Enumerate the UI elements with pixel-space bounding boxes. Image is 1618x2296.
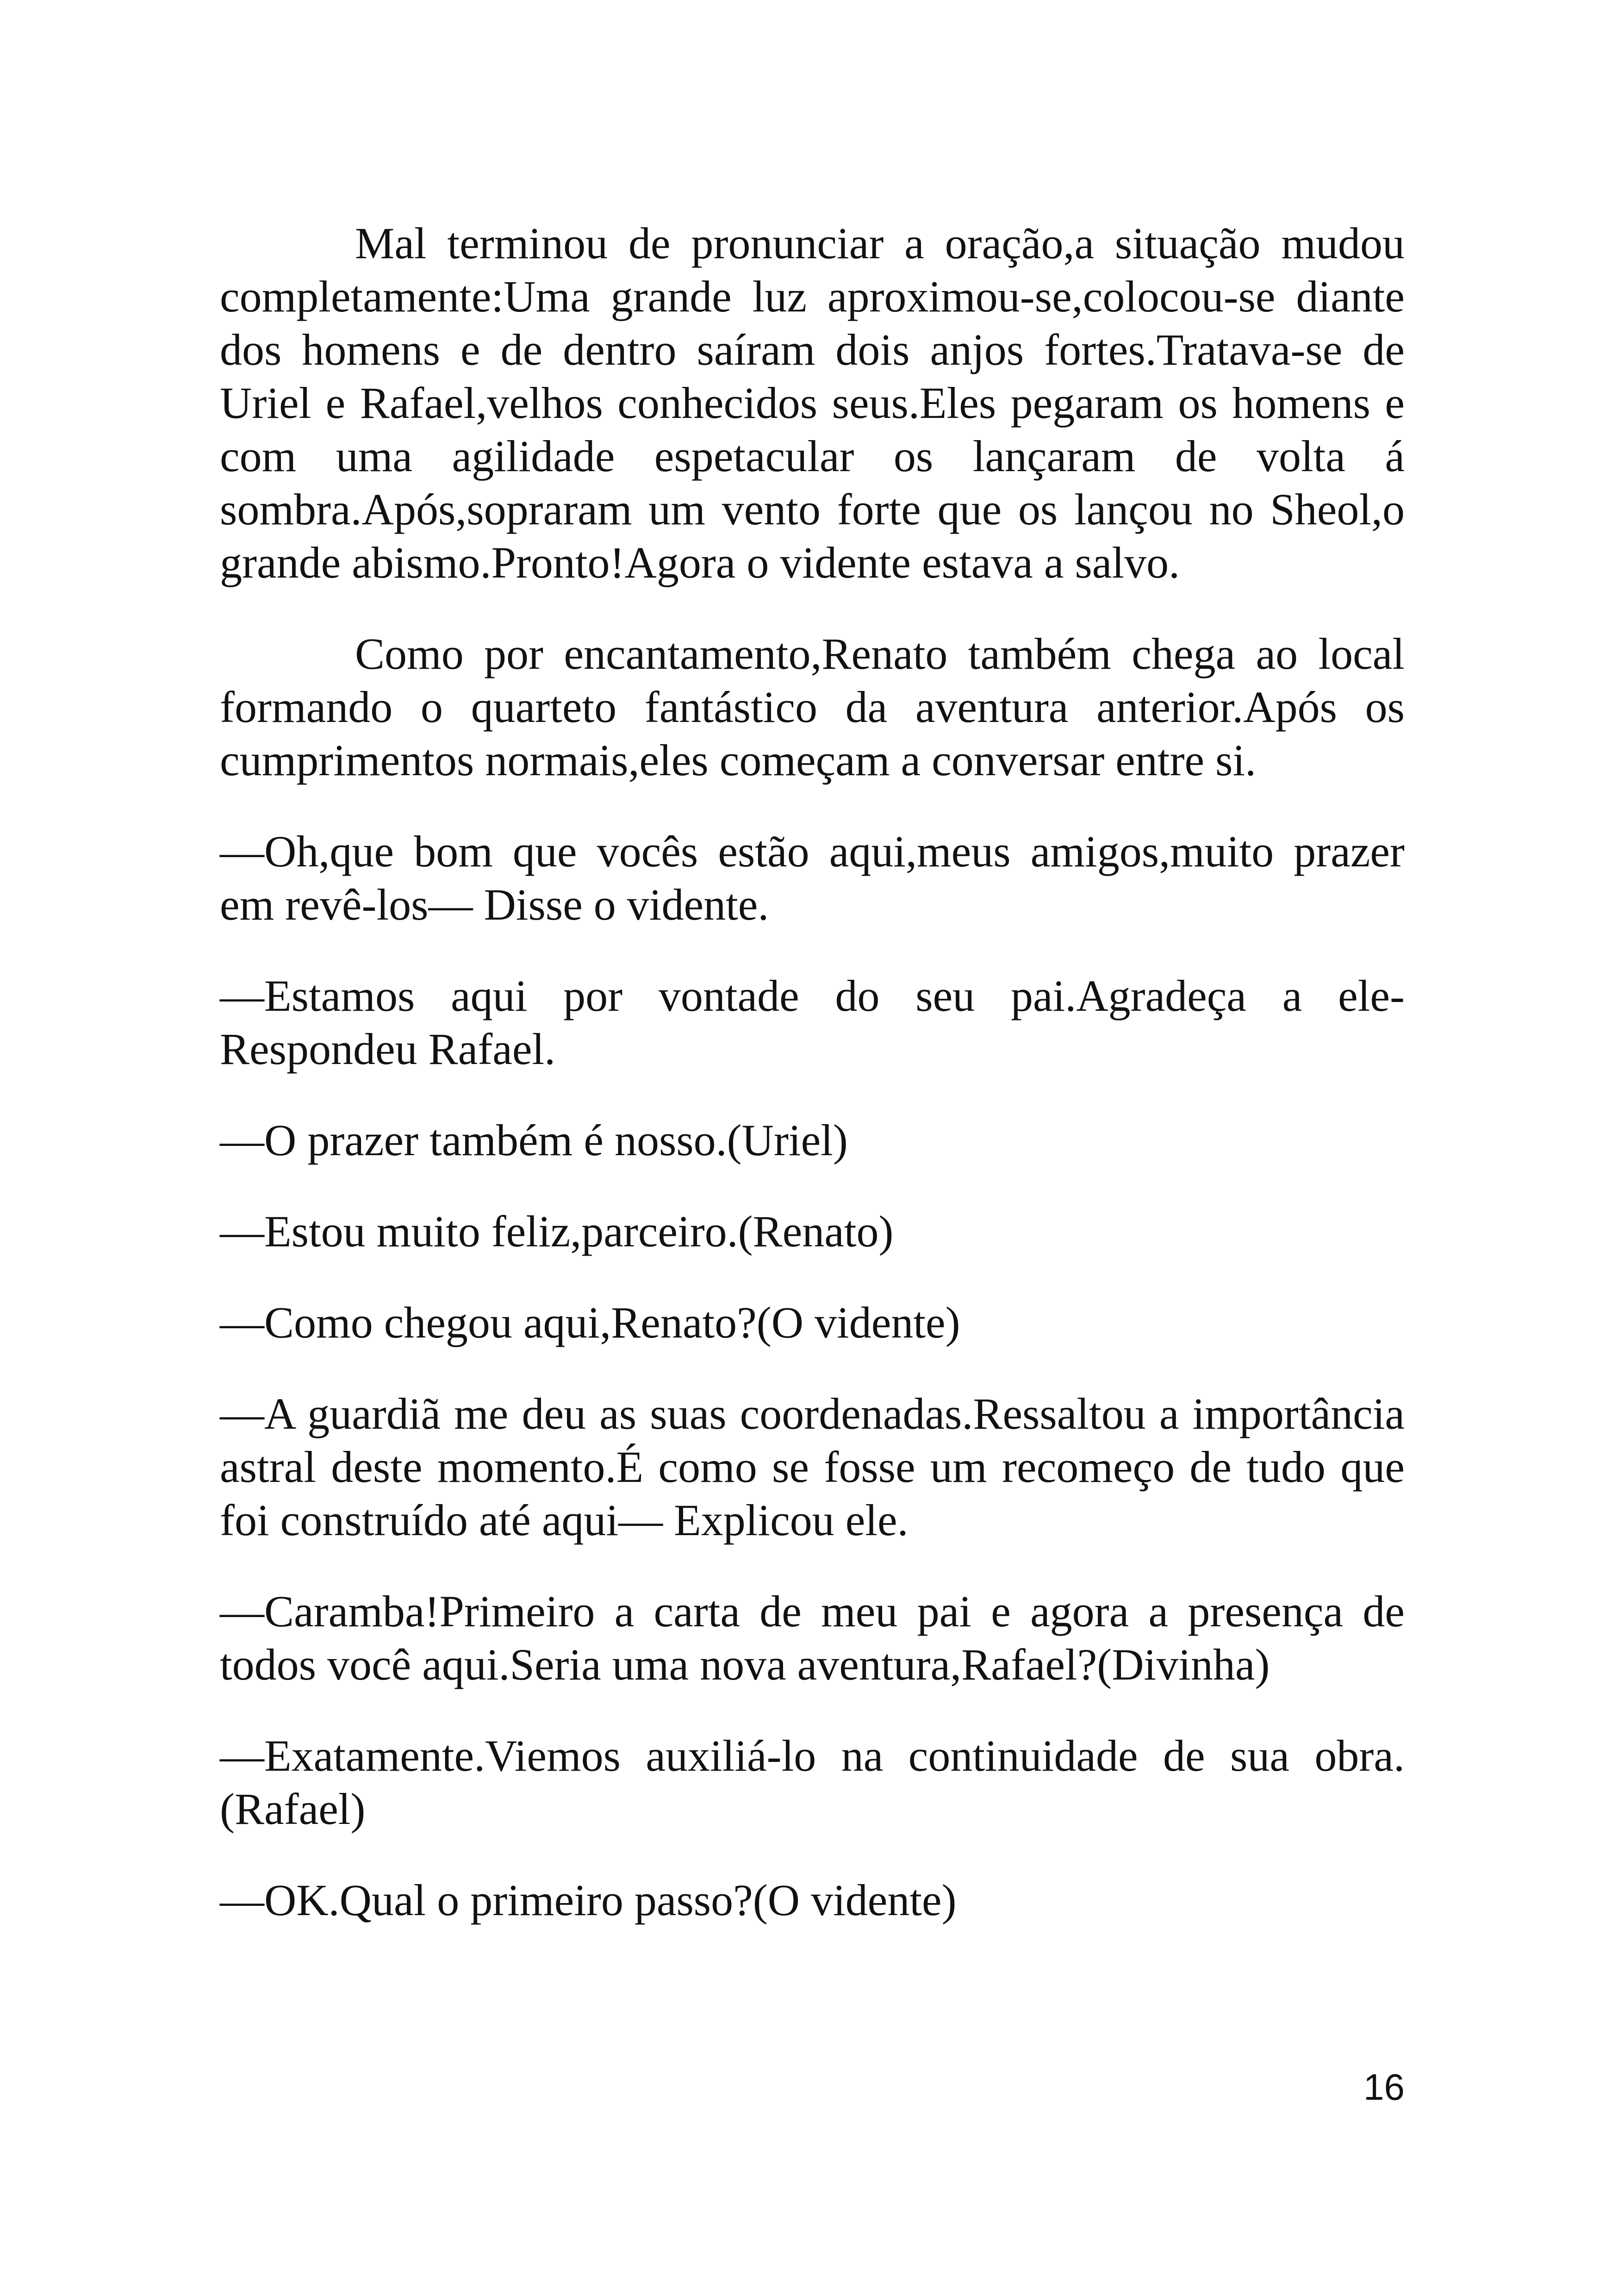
dialogue-line: —O prazer também é nosso.(Uriel) (220, 1115, 848, 1165)
page-number: 16 (1363, 2066, 1405, 2108)
dialogue-line: —Estamos aqui por vontade do seu pai.Agradeça a ele- Respondeu Rafael. (220, 971, 1405, 1074)
dialogue-line: —OK.Qual o primeiro passo?(O vidente) (220, 1875, 957, 1925)
dialogue-line: —A guardiã me deu as suas coordenadas.Ressaltou a importância astral deste momento.É como se fosse um recomeço de tudo que foi construído até aqui— Explicou ele. (220, 1389, 1405, 1545)
dialogue-line: —Como chegou aqui,Renato?(O vidente) (220, 1298, 960, 1347)
body-text (220, 217, 1405, 1965)
dialogue-line: —Caramba!Primeiro a carta de meu pai e agora a presença de todos você aqui.Seria uma nova aventura,Rafael?(Divinha) (220, 1587, 1405, 1689)
dialogue-line: —Estou muito feliz,parceiro.(Renato) (220, 1207, 894, 1256)
dialogue-line: —Oh,que bom que vocês estão aqui,meus amigos,muito prazer em revê-los— Disse o vidente. (220, 827, 1405, 929)
paragraph: Mal terminou de pronunciar a oração,a situação mudou completamente:Uma grande luz aproximou-se,colocou-se diante dos homens e de dentro saíram dois anjos fortes.Tratava-se de Uriel e Rafael,velhos conhecidos seus.Eles pegaram os homens e com uma agilidade espetacular os lançaram de volta á sombra.Após,sopraram um vento forte que os lançou no Sheol,o grande abismo.Pronto!Agora o vidente estava a salvo. (220, 218, 1405, 587)
dialogue-line: —Exatamente.Viemos auxiliá-lo na continuidade de sua obra.(Rafael) (220, 1731, 1405, 1834)
paragraph: Como por encantamento,Renato também chega ao local formando o quarteto fantástico da aventura anterior.Após os cumprimentos normais,eles começam a conversar entre si. (220, 629, 1405, 785)
